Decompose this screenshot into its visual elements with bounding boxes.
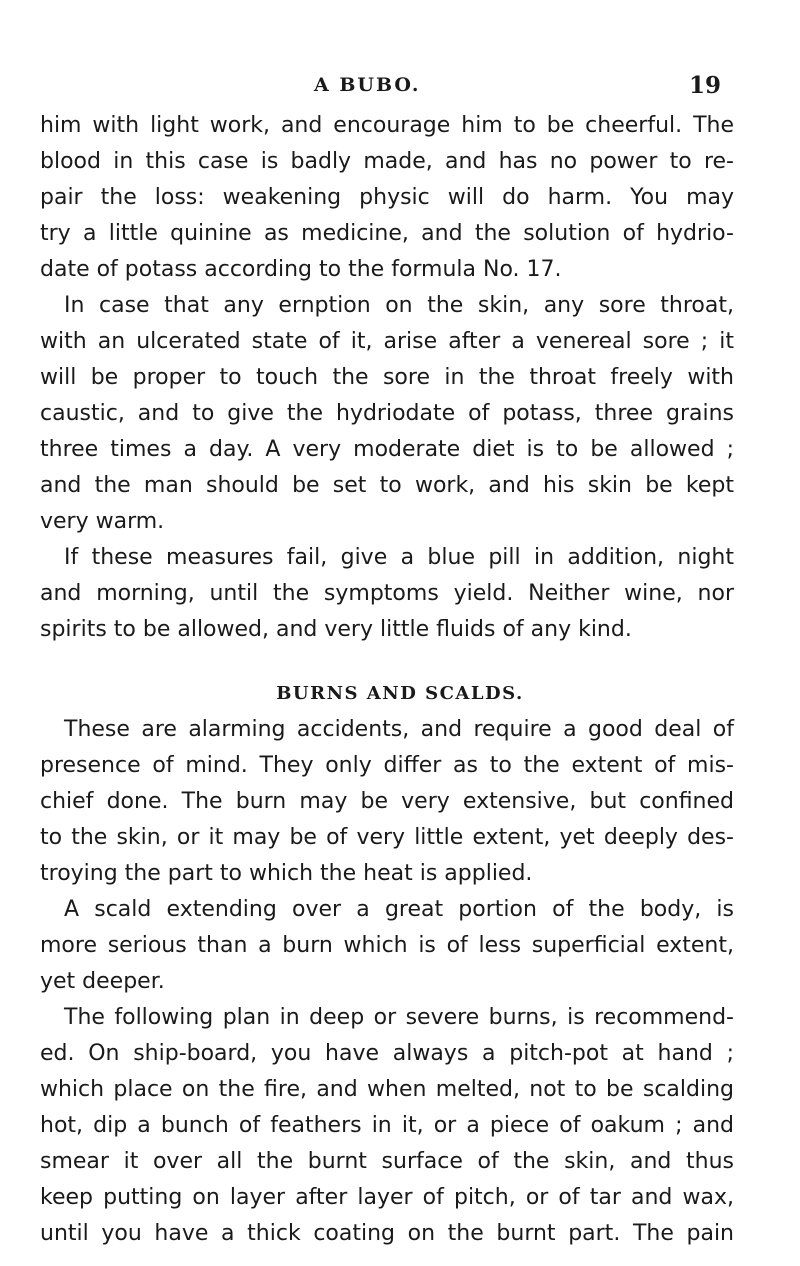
running-title: A BUBO. <box>314 74 421 96</box>
text-line: The following plan in deep or severe burns, is recommend- <box>64 1005 734 1030</box>
text-line: until you have a thick coating on the burnt part. The pain <box>40 1221 734 1246</box>
text-line: smear it over all the burnt surface of the skin, and thus <box>40 1149 734 1174</box>
text-line: caustic, and to give the hydriodate of potass, three grains <box>40 401 734 426</box>
text-line: more serious than a burn which is of less superficial extent, <box>40 933 734 958</box>
text-line: troying the part to which the heat is applied. <box>40 861 533 886</box>
text-line: and the man should be set to work, and his skin be kept <box>40 473 734 498</box>
text-line: In case that any ernption on the skin, any sore throat, <box>64 293 734 318</box>
text-line: with an ulcerated state of it, arise after a venereal sore ; it <box>40 329 734 354</box>
text-line: presence of mind. They only differ as to the extent of mis- <box>40 753 734 778</box>
text-line: date of potass according to the formula No. 17. <box>40 257 562 282</box>
text-line: try a little quinine as medicine, and the solution of hydrio- <box>40 221 734 246</box>
text-line: pair the loss: weakening physic will do harm. You may <box>40 185 734 210</box>
text-line: him with light work, and encourage him to be cheerful. The <box>40 113 734 138</box>
text-line: keep putting on layer after layer of pitch, or of tar and wax, <box>40 1185 734 1210</box>
section-heading: BURNS AND SCALDS. <box>276 683 524 704</box>
text-line: spirits to be allowed, and very little fluids of any kind. <box>40 617 632 642</box>
text-line: These are alarming accidents, and require a good deal of <box>64 717 734 742</box>
text-line: blood in this case is badly made, and has no power to re- <box>40 149 734 174</box>
text-line: hot, dip a bunch of feathers in it, or a piece of oakum ; and <box>40 1113 734 1138</box>
text-line: yet deeper. <box>40 969 165 994</box>
text-line: to the skin, or it may be of very little extent, yet deeply des- <box>40 825 734 850</box>
text-line: very warm. <box>40 509 165 534</box>
text-line: If these measures fail, give a blue pill in addition, night <box>64 545 734 570</box>
text-line: will be proper to touch the sore in the throat freely with <box>40 365 734 390</box>
text-line: A scald extending over a great portion of the body, is <box>64 897 734 922</box>
page-number: 19 <box>689 72 722 99</box>
running-head <box>0 74 800 104</box>
text-line: which place on the fire, and when melted, not to be scalding <box>40 1077 734 1102</box>
text-line: ed. On ship-board, you have always a pitch-pot at hand ; <box>40 1041 734 1066</box>
text-line: three times a day. A very moderate diet is to be allowed ; <box>40 437 734 462</box>
text-line: chief done. The burn may be very extensive, but confined <box>40 789 734 814</box>
text-line: and morning, until the symptoms yield. Neither wine, nor <box>40 581 734 606</box>
